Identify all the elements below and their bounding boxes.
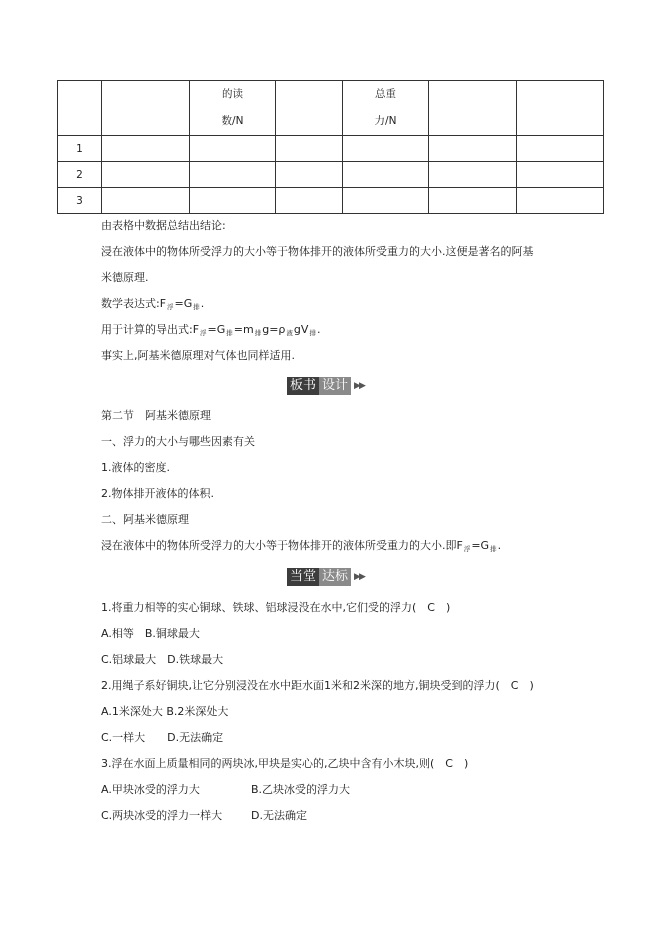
banner-label-dark: 板书 — [287, 377, 319, 395]
double-arrow-icon: ▶▶ — [354, 572, 364, 582]
table-row — [58, 188, 604, 214]
table-cell — [429, 188, 517, 214]
question-2-options: C.一样大 D.无法确定 — [101, 731, 224, 744]
part2-text — [101, 539, 501, 556]
table-header-cell — [517, 81, 604, 136]
data-table — [57, 80, 604, 214]
subscript: 排 — [226, 329, 233, 337]
table-cell — [276, 162, 343, 188]
table-cell — [102, 162, 190, 188]
formula-text: . — [200, 297, 205, 310]
table-cell — [343, 162, 429, 188]
table-header-cell — [58, 81, 102, 136]
formula-text: . — [316, 323, 321, 336]
table-cell — [429, 162, 517, 188]
formula-line — [101, 297, 204, 314]
practice-banner — [287, 568, 364, 586]
question-2: 2.用绳子系好铜块,让它分别浸没在水中距水面1米和2米深的地方,铜块受到的浮力( C ) — [101, 679, 534, 692]
table-cell — [276, 188, 343, 214]
table-cell — [517, 136, 604, 162]
table-cell — [102, 188, 190, 214]
part2-heading: 二、阿基米德原理 — [101, 513, 189, 526]
table-header-cell — [429, 81, 517, 136]
subscript: 排 — [490, 545, 497, 553]
table-header-cell: 的读 数/N — [190, 81, 276, 136]
table-cell: 3 — [58, 188, 102, 214]
conclusion-statement: 浸在液体中的物体所受浮力的大小等于物体排开的液体所受重力的大小.这便是著名的阿基 — [101, 245, 534, 258]
formula-prefix: 用于计算的导出式:F — [101, 323, 200, 336]
section-title: 第二节 阿基米德原理 — [101, 409, 211, 422]
table-row — [58, 136, 604, 162]
table-cell: 1 — [58, 136, 102, 162]
conclusion-statement-cont: 米德原理. — [101, 271, 149, 284]
formula-text: gV — [293, 323, 309, 336]
derived-formula-line — [101, 323, 320, 340]
table-cell — [190, 162, 276, 188]
question-3-option-d: D.无法确定 — [251, 809, 307, 822]
table-row — [58, 162, 604, 188]
double-arrow-icon: ▶▶ — [354, 381, 364, 391]
question-3: 3.浮在水面上质量相同的两块冰,甲块是实心的,乙块中含有小木块,则( C ) — [101, 757, 469, 770]
subscript: 浮 — [463, 545, 471, 553]
table-header-cell — [276, 81, 343, 136]
table-cell — [190, 188, 276, 214]
part1-heading: 一、浮力的大小与哪些因素有关 — [101, 435, 255, 448]
question-1-options: C.铝球最大 D.铁球最大 — [101, 653, 224, 666]
formula-text: g=ρ — [262, 323, 286, 336]
formula-text: =G — [207, 323, 226, 336]
question-3-option-a: A.甲块冰受的浮力大 — [101, 783, 200, 796]
part1-item: 2.物体排开液体的体积. — [101, 487, 214, 500]
formula-text: =G — [471, 539, 490, 552]
table-cell — [102, 136, 190, 162]
formula-text: =G — [174, 297, 193, 310]
banner-label-dark: 当堂 — [287, 568, 319, 586]
table-cell — [429, 136, 517, 162]
table-cell — [517, 188, 604, 214]
table-cell — [343, 188, 429, 214]
formula-text: =m — [233, 323, 254, 336]
banner-label-light: 设计 — [319, 377, 351, 395]
table-cell — [343, 136, 429, 162]
question-1: 1.将重力相等的实心铜球、铁球、铝球浸没在水中,它们受的浮力( C ) — [101, 601, 451, 614]
subscript: 浮 — [167, 303, 174, 311]
subscript: 液 — [286, 329, 293, 337]
gas-note: 事实上,阿基米德原理对气体也同样适用. — [101, 349, 295, 362]
subscript: 排 — [309, 329, 316, 337]
table-header-cell: 总重 力/N — [343, 81, 429, 136]
table-cell — [190, 136, 276, 162]
question-2-options: A.1米深处大 B.2米深处大 — [101, 705, 229, 718]
question-3-option-c: C.两块冰受的浮力一样大 — [101, 809, 223, 822]
conclusion-intro: 由表格中数据总结出结论: — [101, 219, 226, 232]
formula-prefix: 数学表达式:F — [101, 297, 167, 310]
question-1-options: A.相等 B.铜球最大 — [101, 627, 200, 640]
part1-item: 1.液体的密度. — [101, 461, 170, 474]
subscript: 排 — [254, 329, 262, 337]
table-cell — [517, 162, 604, 188]
table-cell: 2 — [58, 162, 102, 188]
subscript: 浮 — [200, 329, 207, 337]
formula-text: . — [497, 539, 502, 552]
board-design-banner — [287, 377, 364, 395]
table-header-cell — [102, 81, 190, 136]
table-cell — [276, 136, 343, 162]
subscript: 排 — [193, 303, 200, 311]
question-3-option-b: B.乙块冰受的浮力大 — [251, 783, 351, 796]
banner-label-light: 达标 — [319, 568, 351, 586]
principle-text: 浸在液体中的物体所受浮力的大小等于物体排开的液体所受重力的大小.即F — [101, 539, 463, 552]
table-header-row — [58, 81, 604, 136]
